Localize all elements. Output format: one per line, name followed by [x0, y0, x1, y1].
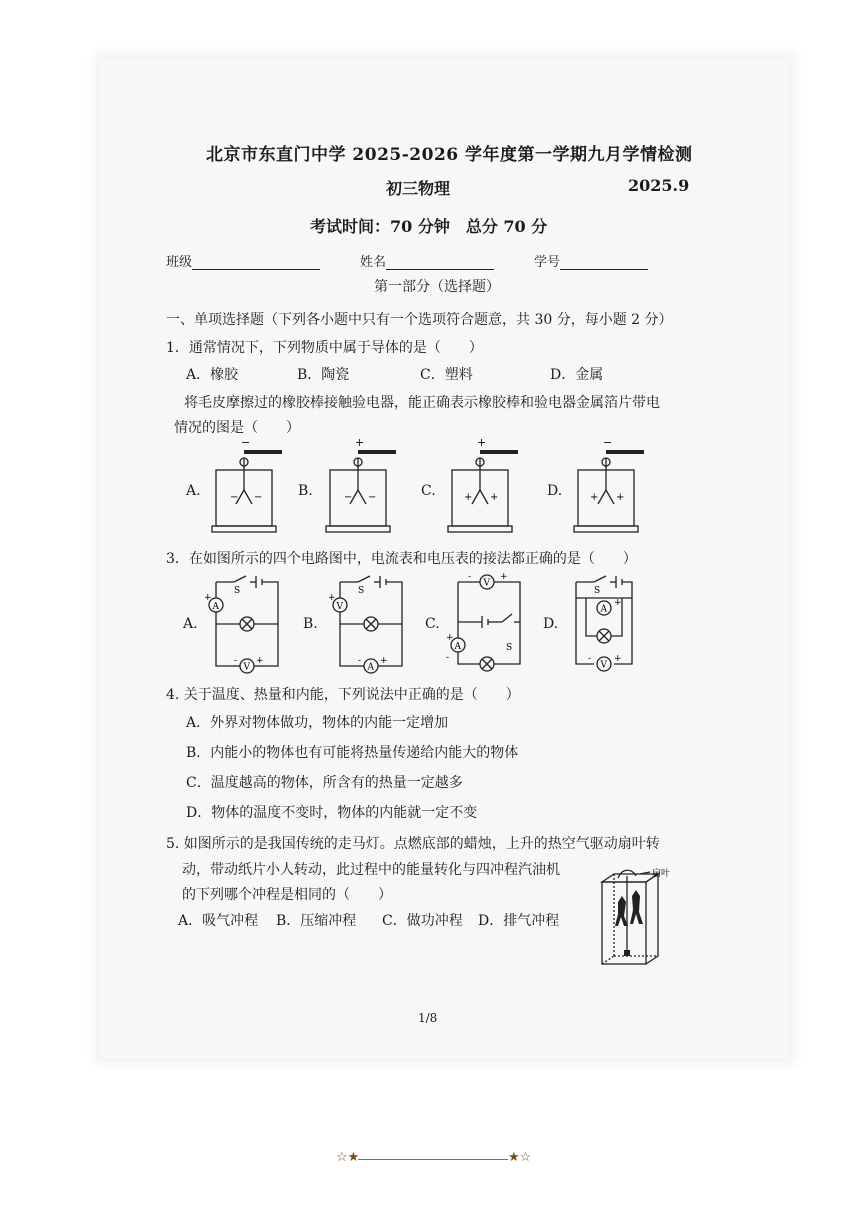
- question-4-option-a[interactable]: A．外界对物体做功，物体的内能一定增加: [186, 715, 449, 731]
- electroscope-foil-left: [472, 490, 480, 504]
- paper-figure: [630, 890, 643, 924]
- question-1-option-b[interactable]: B．陶瓷: [297, 367, 350, 383]
- class-label: 班级: [166, 255, 193, 270]
- electroscope-base: [326, 526, 390, 532]
- electroscope-base: [212, 526, 276, 532]
- circuit-d-diagram: [566, 574, 648, 674]
- foil-charge-sign-left: +: [590, 492, 599, 503]
- rod-charge-sign: +: [355, 436, 365, 449]
- question-2-option-c-label[interactable]: C.: [421, 483, 436, 499]
- electroscope-foil-right: [480, 490, 488, 504]
- foil-charge-sign-left: +: [464, 492, 473, 503]
- question-1-option-d[interactable]: D．金属: [550, 367, 604, 383]
- foil-charge-sign-right: −: [254, 492, 263, 503]
- plus-sign: +: [328, 593, 336, 603]
- footer-stars-left: ☆★: [336, 1150, 360, 1165]
- question-4-stem: 4. 关于温度、热量和内能，下列说法中正确的是（ ）: [166, 687, 520, 703]
- question-3-option-d-label[interactable]: D.: [543, 616, 559, 632]
- exam-title: 北京市东直门中学 2025-2026 学年度第一学期九月学情检测: [206, 145, 693, 165]
- id-label: 学号: [534, 255, 561, 270]
- circuit-c-diagram: [448, 574, 530, 674]
- circuit-a-diagram: [206, 574, 288, 674]
- question-5-option-a[interactable]: A．吸气冲程: [178, 913, 259, 929]
- question-1-option-c[interactable]: C．塑料: [420, 367, 473, 383]
- question-5-stem-line1: 5. 如图所示的是我国传统的走马灯。点燃底部的蜡烛，上升的热空气驱动扇叶转: [166, 836, 660, 852]
- rod-charge-sign: −: [241, 436, 251, 449]
- name-blank[interactable]: [386, 256, 494, 270]
- part-title: 第一部分（选择题）: [374, 279, 500, 295]
- id-blank[interactable]: [560, 256, 648, 270]
- minus-sign: -: [468, 572, 472, 582]
- plus-sign: +: [256, 656, 264, 666]
- question-1-stem: 1．通常情况下，下列物质中属于导体的是（ ）: [166, 340, 483, 356]
- footer-stars-right: ★☆: [508, 1150, 532, 1165]
- question-5-option-c[interactable]: C．做功冲程: [382, 913, 463, 929]
- subject-label: 初三物理: [386, 179, 451, 198]
- lantern-side-frame: [646, 874, 658, 964]
- paper-figure: [615, 896, 628, 926]
- minus-sign: -: [446, 653, 450, 663]
- plus-sign: +: [446, 633, 454, 643]
- electroscope-a-figure: [210, 436, 290, 540]
- rubber-rod: [244, 450, 282, 454]
- switch-lever: [234, 576, 246, 582]
- plus-sign: +: [614, 654, 622, 664]
- foil-charge-sign-right: +: [490, 492, 499, 503]
- circuit-b-diagram: [330, 574, 412, 674]
- switch-label: S: [594, 586, 601, 596]
- plus-sign: +: [204, 593, 212, 603]
- lantern-top: [602, 874, 658, 882]
- electroscope-b-figure: [324, 436, 404, 540]
- question-4-option-b[interactable]: B．内能小的物体也有可能将热量传递给内能大的物体: [186, 745, 519, 761]
- plus-sign: +: [500, 572, 508, 582]
- switch-lever: [594, 576, 606, 582]
- fan-blade-label: 扇叶: [652, 869, 671, 879]
- exam-time: 考试时间：70 分钟: [310, 217, 450, 236]
- class-field[interactable]: [166, 251, 320, 270]
- electroscope-base: [574, 526, 638, 532]
- voltmeter-letter: V: [483, 578, 490, 589]
- id-field[interactable]: [534, 251, 648, 270]
- rod-charge-sign: −: [603, 436, 613, 449]
- minus-sign: -: [358, 656, 362, 666]
- ammeter-letter: A: [600, 604, 607, 615]
- question-1-option-a[interactable]: A．橡胶: [186, 367, 239, 383]
- electroscope-base: [448, 526, 512, 532]
- voltmeter-letter: V: [243, 662, 250, 673]
- electroscope-foil-right: [606, 490, 614, 504]
- foil-charge-sign-left: −: [230, 492, 239, 503]
- exam-info: [310, 214, 547, 237]
- electroscope-foil-right: [244, 490, 252, 504]
- minus-sign: -: [234, 656, 238, 666]
- ammeter-letter: A: [212, 602, 219, 612]
- question-5-stem-line3: 的下列哪个冲程是相同的（ ）: [182, 887, 392, 903]
- electroscope-foil-left: [598, 490, 606, 504]
- revolving-lantern-figure: [596, 866, 676, 970]
- total-score: 总分 70 分: [465, 217, 548, 236]
- plus-sign: +: [380, 656, 388, 666]
- question-2-stem-line2: 情况的图是（ ）: [174, 420, 300, 436]
- foil-charge-sign-left: −: [344, 492, 353, 503]
- rubber-rod: [358, 450, 396, 454]
- switch-lever: [502, 614, 512, 622]
- question-2-option-a-label[interactable]: A.: [186, 483, 201, 499]
- switch-label: S: [358, 586, 365, 596]
- question-5-option-d[interactable]: D．排气冲程: [478, 913, 560, 929]
- ammeter-letter: A: [367, 662, 374, 673]
- switch-lever: [358, 576, 370, 582]
- footer-divider: [358, 1159, 508, 1160]
- question-5-option-b[interactable]: B．压缩冲程: [276, 913, 357, 929]
- question-2-stem-line1: 将毛皮摩擦过的橡胶棒接触验电器，能正确表示橡胶棒和验电器金属箔片带电: [184, 395, 660, 411]
- question-4-option-c[interactable]: C．温度越高的物体，所含有的热量一定越多: [186, 775, 463, 791]
- class-blank[interactable]: [192, 256, 320, 270]
- question-5-stem-line2: 动，带动纸片小人转动，此过程中的能量转化与四冲程汽油机: [182, 862, 560, 878]
- question-3-stem: 3．在如图所示的四个电路图中，电流表和电压表的接法都正确的是（ ）: [166, 551, 637, 567]
- minus-sign: -: [588, 654, 592, 664]
- name-label: 姓名: [360, 255, 387, 270]
- question-3-option-c-label[interactable]: C.: [425, 616, 440, 632]
- electroscope-d-figure: [572, 436, 652, 540]
- rubber-rod: [480, 450, 518, 454]
- question-2-option-b-label[interactable]: B.: [298, 483, 313, 499]
- question-3-option-b-label[interactable]: B.: [303, 616, 318, 632]
- voltmeter-letter: V: [600, 660, 607, 671]
- name-field[interactable]: [360, 251, 494, 270]
- electroscope-foil-right: [358, 490, 366, 504]
- section-title: 一、单项选择题（下列各小题中只有一个选项符合题意，共 30 分，每小题 2 分）: [166, 312, 673, 328]
- rubber-rod: [606, 450, 644, 454]
- page-number: 1/8: [418, 1011, 438, 1025]
- exam-date: 2025.9: [628, 176, 690, 195]
- plus-sign: +: [614, 598, 622, 608]
- foil-charge-sign-right: +: [616, 492, 625, 503]
- question-2-option-d-label[interactable]: D.: [547, 483, 563, 499]
- question-4-option-d[interactable]: D．物体的温度不变时，物体的内能就一定不变: [186, 805, 478, 821]
- voltmeter-letter: V: [336, 602, 343, 612]
- rod-charge-sign: +: [477, 436, 487, 449]
- foil-charge-sign-right: −: [368, 492, 377, 503]
- question-3-option-a-label[interactable]: A.: [183, 616, 198, 632]
- ammeter-letter: A: [454, 642, 461, 652]
- candle: [624, 950, 630, 956]
- switch-label: S: [234, 586, 241, 596]
- electroscope-c-figure: [446, 436, 526, 540]
- switch-label: S: [506, 643, 513, 653]
